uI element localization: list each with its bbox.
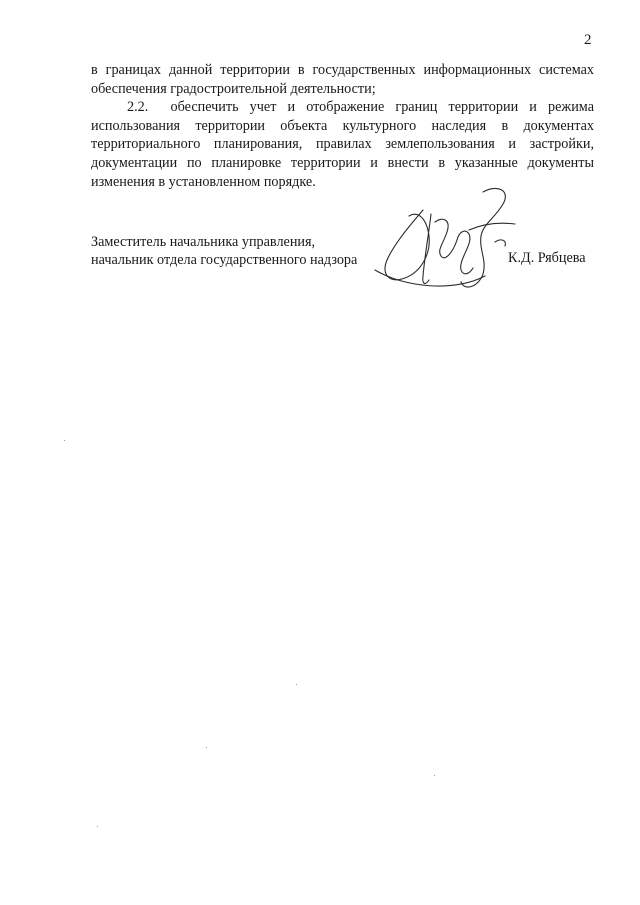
page-number: 2 xyxy=(584,32,592,48)
scan-speck xyxy=(97,826,98,827)
signatory-name: К.Д. Рябцева xyxy=(508,250,586,266)
document-body xyxy=(91,61,594,191)
scan-speck xyxy=(434,775,435,776)
scan-speck xyxy=(206,747,207,748)
signatory-position-line-2: начальник отдела государственного надзора xyxy=(91,252,358,268)
paragraph-item-2-2: 2.2. обеспечить учет и отображение границ территории и режима использования территории объекта культурного наследия в документах территориального планирования, правилах землепользования и застройки, документации по планировке территории и внести в указанные документы изменения в установленном порядке. xyxy=(91,99,594,190)
signatory-position-line-1: Заместитель начальника управления, xyxy=(91,234,316,250)
paragraph-continuation: в границах данной территории в государственных информационных системах обеспечения градостроительной деятельности; xyxy=(91,62,594,97)
scan-speck xyxy=(296,684,297,685)
scan-speck xyxy=(64,440,65,441)
signatory-position xyxy=(91,233,357,269)
handwritten-signature xyxy=(365,180,530,300)
